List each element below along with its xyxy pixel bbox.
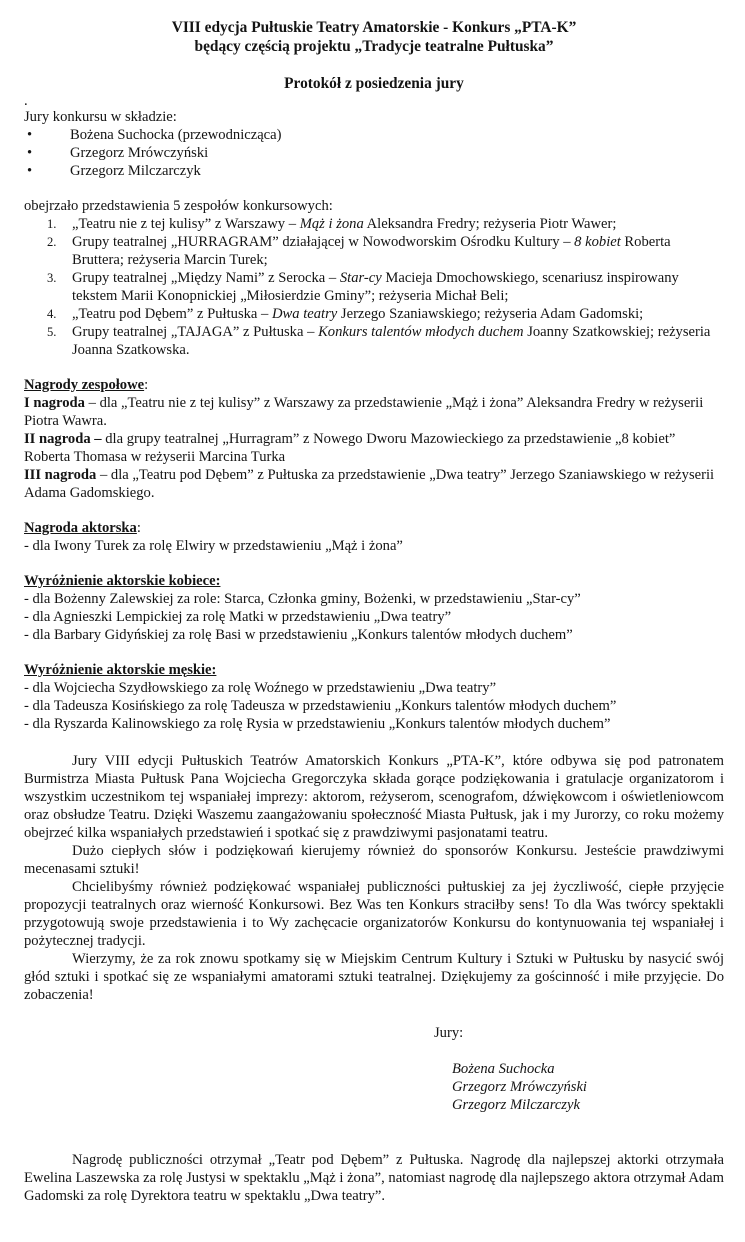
item-number: 1.	[47, 217, 57, 231]
award-text: dla „Teatru nie z tej kulisy” z Warszawy za przedstawienie „Mąż i żona” Aleksandra Fredry w reżyserii Piotra Wawra.	[24, 395, 704, 429]
team-awards-heading	[24, 376, 724, 394]
closing-paragraph: Wierzymy, że za rok znowu spotkamy się w Miejskim Centrum Kultury i Sztuki w Pułtusku by nasycić swój głód sztuki i spotkać się ze wspaniałymi amatorami sztuki teatralnej. Dziękujemy za gościnność i miłe przyjęcie. Do zobaczenia!	[24, 951, 724, 1003]
heading-colon: :	[136, 520, 141, 536]
award-text: dla grupy teatralnej „Hurragram” z Nowego Dworu Mazowieckiego za przedstawienie „8 kobiet” Roberta Thomasa w reżyserii Marcina Turka	[24, 431, 676, 465]
performance-list	[24, 215, 724, 359]
performance-group: „Teatru pod Dębem” z Pułtuska –	[72, 306, 272, 322]
award-separator: –	[96, 467, 111, 483]
signature-name: Grzegorz Mrówczyński	[452, 1079, 587, 1095]
signature-names	[24, 1060, 724, 1114]
performance-details: Jerzego Szaniawskiego; reżyseria Adam Gadomski;	[337, 306, 644, 322]
performance-item	[24, 215, 724, 233]
female-distinctions-section	[24, 572, 724, 644]
protocol-document	[24, 18, 724, 1205]
title-line-2: będący częścią projektu „Tradycje teatralne Pułtuska”	[194, 38, 554, 55]
distinction-item: - dla Ryszarda Kalinowskiego za rolę Rysia w przedstawieniu „Konkurs talentów młodych duchem”	[24, 716, 611, 732]
performances-intro: obejrzało przedstawienia 5 zespołów konkursowych:	[24, 198, 333, 214]
performance-title: Konkurs talentów młodych duchem	[318, 324, 524, 340]
performance-details: Macieja Dmochowskiego, scenariusz inspirowany tekstem Marii Konopnickiej „Miłosierdzie Gminy”; reżyseria Michał Beli;	[72, 270, 679, 304]
award-label: I nagroda	[24, 395, 85, 411]
section-heading: Wyróżnienie aktorskie męskie:	[24, 662, 217, 678]
performance-details: Aleksandra Fredry; reżyseria Piotr Wawer;	[363, 216, 617, 232]
award-item	[24, 430, 724, 466]
closing-paragraph: Chcielibyśmy również podziękować wspaniałej publiczności pułtuskiej za jej życzliwość, ciepłe przyjęcie propozycji teatralnych oraz wierność Konkursowi. Bez Was ten Konkurs straciłby sens! To dla Was twórcy spektakli przygotowują swoje przedstawienia i to Wy zachęcacie organizatorów Konkursu do kontynuowania tej wspaniałej i pożytecznej tradycji.	[24, 879, 724, 949]
male-distinctions-section	[24, 661, 724, 733]
closing-paragraph: Jury VIII edycji Pułtuskich Teatrów Amatorskich Konkurs „PTA-K”, które odbywa się pod patronatem Burmistrza Miasta Pułtusk Pana Wojciecha Gregorczyka składa gorące podziękowania i gratulacje organizatorom i wszystkim uczestnikom tej wspaniałej imprezy: aktorom, reżyserom, scenografom, dźwiękowcom i oświetleniowcom oraz obsłudze Teatru. Dzięki Waszemu zaangażowaniu społeczność Miasta Pułtusk, jak i my Jurorzy, co roku możemy obejrzeć kilka wspaniałych przedstawień i spotkać się z prawdziwymi pasjonatami teatru.	[24, 753, 724, 841]
section-heading: Nagrody zespołowe	[24, 377, 145, 393]
item-number: 5.	[47, 325, 57, 339]
title-line-1: VIII edycja Pułtuskie Teatry Amatorskie - Konkurs „PTA-K”	[171, 19, 577, 36]
award-label: III nagroda	[24, 467, 97, 483]
performance-title: Dwa teatry	[272, 306, 338, 322]
jury-member: • Grzegorz Milczarczyk	[24, 162, 724, 180]
jury-member: • Grzegorz Mrówczyński	[24, 144, 724, 162]
performance-details: Joanny Szatkowskiej; reżyseria Joanna Szatkowska.	[72, 324, 711, 358]
stray-dot: .	[24, 93, 28, 109]
performance-title: 8 kobiet	[574, 234, 621, 250]
team-awards-section	[24, 376, 724, 502]
award-item	[24, 466, 724, 502]
award-label: II nagroda –	[24, 431, 102, 447]
closing-paragraph: Dużo ciepłych słów i podziękowań kierujemy również do sponsorów Konkursu. Jesteście prawdziwymi mecenasami sztuki!	[24, 843, 724, 877]
section-heading: Nagroda aktorska	[24, 520, 137, 536]
item-number: 4.	[47, 307, 57, 321]
signature-label: Jury:	[434, 1025, 464, 1041]
document-title	[24, 18, 724, 56]
award-separator: –	[84, 395, 100, 411]
performance-title: Mąż i żona	[299, 216, 364, 232]
distinction-item: - dla Bożenny Zalewskiej za role: Starca, Członka gminy, Bożenki, w przedstawieniu „Star-cy”	[24, 591, 581, 607]
award-item	[24, 394, 724, 430]
item-number: 2.	[47, 235, 57, 249]
acting-award-section	[24, 519, 724, 555]
section-heading: Wyróżnienie aktorskie kobiece:	[24, 573, 221, 589]
heading-colon: :	[144, 377, 149, 393]
performance-item	[24, 269, 724, 305]
performance-item	[24, 323, 724, 359]
performance-item	[24, 305, 724, 323]
signature-name: Bożena Suchocka	[452, 1061, 555, 1077]
jury-member-list	[24, 126, 724, 180]
performance-details: Roberta Bruttera; reżyseria Marcin Turek;	[72, 234, 671, 268]
award-text: dla „Teatru pod Dębem” z Pułtuska za przedstawienie „Dwa teatry” Jerzego Szaniawskiego w reżyserii Adama Gadomskiego.	[24, 467, 715, 501]
protocol-title: Protokół z posiedzenia jury	[284, 75, 464, 92]
performance-group: „Teatru nie z tej kulisy” z Warszawy –	[72, 216, 300, 232]
performance-item	[24, 233, 724, 269]
distinction-item: - dla Agnieszki Lempickiej za rolę Matki w przedstawieniu „Dwa teatry”	[24, 609, 452, 625]
distinction-item: - dla Iwony Turek za rolę Elwiry w przedstawieniu „Mąż i żona”	[24, 538, 403, 554]
item-number: 3.	[47, 271, 57, 285]
signature-name: Grzegorz Milczarczyk	[452, 1097, 580, 1113]
closing-section	[24, 752, 724, 1004]
distinction-item: - dla Tadeusza Kosińskiego za rolę Tadeusza w przedstawieniu „Konkurs talentów młodych duchem”	[24, 698, 617, 714]
distinction-item: - dla Barbary Gidyńskiej za rolę Basi w przedstawieniu „Konkurs talentów młodych duchem”	[24, 627, 573, 643]
jury-member: • Bożena Suchocka (przewodnicząca)	[24, 126, 724, 144]
performance-title: Star-cy	[339, 270, 382, 286]
performance-group: Grupy teatralnej „Między Nami” z Serocka –	[72, 270, 340, 286]
distinction-item: - dla Wojciecha Szydłowskiego za rolę Woźnego w przedstawieniu „Dwa teatry”	[24, 680, 497, 696]
jury-intro: Jury konkursu w składzie:	[24, 109, 177, 125]
audience-award-paragraph: Nagrodę publiczności otrzymał „Teatr pod Dębem” z Pułtuska. Nagrodę dla najlepszej aktorki otrzymała Ewelina Laszewska za rolę Justysi w spektaklu „Mąż i żona”, natomiast nagrodę dla najlepszego aktora otrzymał Adam Gadomski za rolę Dyrektora teatru w spektaklu „Dwa teatry”.	[24, 1152, 724, 1204]
performance-group: Grupy teatralnej „HURRAGRAM” działającej w Nowodworskim Ośrodku Kultury –	[72, 234, 575, 250]
performance-group: Grupy teatralnej „TAJAGA” z Pułtuska –	[72, 324, 319, 340]
acting-award-heading	[24, 519, 724, 537]
